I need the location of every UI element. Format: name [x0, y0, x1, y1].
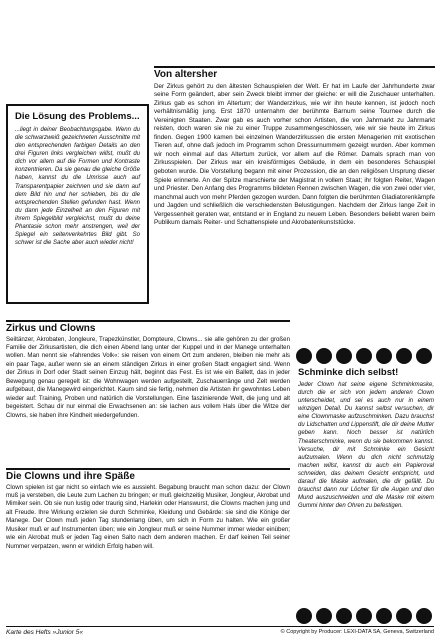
circus-body: Seiltänzer, Akrobaten, Jongleure, Trapezkünstler, Dompteure, Clowns... sie alle gehören zu der großen Familie der Zirkusartisten, die dich einen Abend lang unter der Kuppel und in der Manege unterhalten wollen. Man nennt sie »fahrendes Volk«: sie reisen von einem Ort zum anderen, bleiben nie mehr als ein paar Tage, außer wenn sie an einem ständigen Zirkus in einer großen Stadt engagiert sind. Wenn der Zirkus in Dorf oder Stadt seinen Einzug hält, beginnt das Fest. Es ist wie ein Ballett, das in jeder Bewegung genau geregelt ist: die Wohnwagen werden aufgestellt, Zuschauerränge und Zelt werden aufgebaut, die Manegewird eingerichtet. Kaum sind sie fertig, nehmen die Artisten ihr gewohntes Leben wieder auf: Training, Proben und natürlich die Vorstellungen. Eine faszinierende Welt, die jung und alt begeistert. Schau dir nur einmal die Erwachsenen an: sie lachen aus vollem Hals über die Witze der Clowns, sie haben ihre Kindheit wiedergefunden.: [6, 335, 290, 419]
solution-body: ...liegt in deiner Beobachtungsgabe. Wenn du die schwarzweiß gezeichneten Ausschnitte mit den entsprechenden farbigen Details an den drei Figuren links vergleichen willst, mußt du dich vor allem auf die Formen und Kontraste konzentrieren. Da sie genau die gleiche Größe haben, kannst du die Umrisse auch auf Transparentpapier zeichnen und sie dann auf dem Bild hin und her schieben, bis du die entsprechenden Stellen gefunden hast. Wenn du dann jede Einzelheit an den Figuren mit ihrem Spiegelbild vergleichst, mußt du deine Phantasie schon mehr anstrengen, weil der Spiegel ein seitenverkehrtes Bild gibt. So schwer ist die Sache aber auch wieder nicht!: [15, 126, 140, 247]
makeup-body: Jeder Clown hat seine eigene Schminkmaske, durch die er sich von jedem anderen Clown unterscheidet, und sei es auch nur in einem winzigen Detail. Du kannst selbst versuchen, dir eine Clownmaske aufzuschminken. Dazu brauchst du Lidschatten und Lippenstift, die dir deine Mutter geben kann. Noch besser ist natürlich Theaterschminke, wenn du sie bekommen kannst. Versuche, dir mit Schminke ein Gesicht aufzumalen. Wenn du dich nicht schmutzig machen willst, kannst du auch ein Papieroval schneiden, das deinem Gesicht entspricht, und darauf die Maske aufmalen, die dir gefällt. Du brauchst dann nur Löcher für die Augen und den Mund auszuschneiden und die Maske mit einem Gummi hinter den Ohren zu befestigen.: [298, 381, 434, 510]
footer-left: Karte des Hefts »Junior 5«: [6, 629, 83, 636]
dots-bottom: [296, 608, 432, 624]
dot-12: [376, 608, 392, 624]
clowns-rule: [6, 468, 290, 470]
dot-7: [416, 348, 432, 364]
footer-rule: [6, 626, 434, 627]
dot-10: [336, 608, 352, 624]
clowns-title: Die Clowns und ihre Späße: [6, 471, 135, 482]
history-rule: [154, 66, 435, 68]
dot-8: [296, 608, 312, 624]
clowns-article: [6, 471, 290, 551]
solution-box: [6, 104, 149, 304]
dot-6: [396, 348, 412, 364]
footer-right: © Copyright by Producer: LEXI-DATA SA, Geneva, Switzerland: [280, 629, 434, 635]
circus-rule: [6, 320, 290, 322]
dot-13: [396, 608, 412, 624]
dot-11: [356, 608, 372, 624]
dot-3: [336, 348, 352, 364]
dot-1: [296, 348, 312, 364]
makeup-title: Schminke dich selbst!: [298, 367, 399, 378]
dot-4: [356, 348, 372, 364]
dot-9: [316, 608, 332, 624]
clowns-body: Clown spielen ist gar nicht so einfach wie es aussieht. Begabung braucht man schon dazu: der Clown muß ja versteben, die Leute zum Lachen zu bringen; er muß gleichzeitig Musiker, Jongleur, Akrobat und Mimiker sein. Ob sie nun lustig oder traurig sind, Harlekin oder Hanswurst, die Clowns machen jung und alt Freude. Ihre Wirkung erzielen sie durch Schminke, Kleidung und Gebärde: sie sind die Könige der Manege. Der Clown muß jeden Tag stundenlang üben, um sich in Form zu halten. Wie ein großer Musiker muß er auf Instrumenten üben; wie ein Jongleur muß er seine Nummer immer wieder einüben; wie ein Akrobat muß er jeden Tag einen Salto nach dem anderen machen. Er darf keinen Teil seiner Nummer verpatzen, wenn er wirklich Erfolg haben will.: [6, 483, 290, 550]
history-article: [154, 69, 435, 228]
solution-title: Die Lösung des Problems...: [15, 111, 140, 122]
dots-top: [296, 348, 432, 364]
history-title: Von altersher: [154, 69, 218, 80]
history-body: Der Zirkus gehört zu den ältesten Schauspielen der Welt. Er hat im Laufe der Jahrhunderte zwar seine Form geändert, aber sein Zweck bleibt immer der gleiche: er will die Zuschauer unterhalten. Zirkus gab es schon im Altertum; der Wanderzirkus, wie wir ihn heute kennen, ist jedoch noch verhältnismäßig jung. Erst 1870 unternahm der berühmte Barnum seine Tournee durch die Vereinigten Staaten. Zwar gab es auch vorher schon Artisten, die von Jahrmarkt zu Jahrmarkt reisten, doch waren sie nie zu einer Truppe zusammengeschlossen, wie wir sie heute im Zirkus finden. Gegen 1900 kamen bei einzelnen Wanderzirkussen die ersten Menagerien mit exotischen Tieren auf, ohne daß jedoch im Programm schon Dressurnummern gezeigt wurden. Aber kommen wir noch einmal auf das Altertum zurück, vor allem auf die Römer. Damals sprach man von Zirkusspielen. Der Zirkus war ein kreisförmiges Gebäude, in dem ein besonderes Schauspiel geboten wurde. Die Vorstellung begann mit einer Prozession, die an den religiösen Ursprung dieser Spiele erinnerte. An der Spitze marschierte der Magistrat in vollem Staat; ihr folgten Reiter, Wagen und Priester. Den Anfang des Programms bildeten Rennen zwischen Wagen, die von zwei oder vier, manchmal auch von mehr Pferden gezogen wurden. Dann folgten die berühmten Gladiatorenkämpfe und Jagden und schließlich die verschiedensten Belustigungen. Nachdem der Zirkus lange Zeit in Vergessenheit geraten war, entstand er in England zu neuem Leben. Besonders beliebt waren beim Publikum damals Reiter- und Schattenspiele und Akrobatenkunststücke.: [154, 82, 435, 227]
dot-2: [316, 348, 332, 364]
dot-5: [376, 348, 392, 364]
dot-14: [416, 608, 432, 624]
makeup-sidebar: [298, 368, 434, 510]
circus-article: [6, 323, 290, 420]
circus-title: Zirkus und Clowns: [6, 323, 96, 334]
